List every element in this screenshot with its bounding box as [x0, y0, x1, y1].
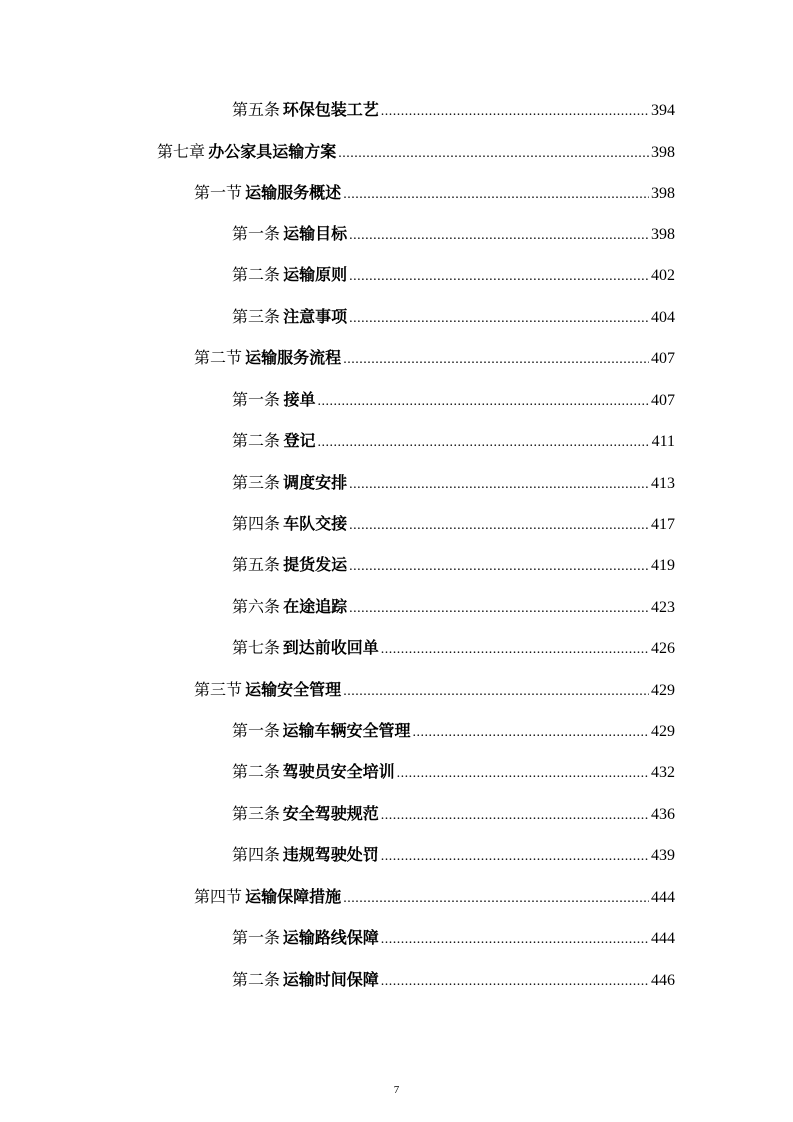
toc-leader-dots	[338, 142, 649, 166]
toc-entry[interactable]	[232, 305, 675, 329]
toc-entry[interactable]	[232, 843, 675, 867]
toc-entry-number: 第四节	[194, 887, 243, 906]
toc-entry[interactable]	[232, 926, 675, 950]
toc-leader-dots	[412, 721, 649, 745]
toc-entry-title: 到达前收回单	[282, 638, 379, 657]
toc-entry-title: 驾驶员安全培训	[282, 762, 395, 781]
toc-leader-dots	[343, 887, 649, 911]
toc-entry-page: 446	[651, 972, 675, 989]
toc-entry-number: 第一条	[232, 224, 281, 243]
toc-leader-dots	[397, 762, 649, 786]
toc-entry-page: 398	[651, 144, 675, 161]
toc-entry-page: 404	[651, 309, 675, 326]
toc-entry-title: 运输服务流程	[245, 348, 342, 367]
toc-entry-title: 运输安全管理	[245, 680, 342, 699]
toc-entry-page: 432	[651, 764, 675, 781]
toc-leader-dots	[381, 804, 649, 828]
toc-entry-number: 第七条	[232, 638, 281, 657]
toc-entry[interactable]	[232, 968, 675, 992]
toc-entry-number: 第一节	[194, 183, 243, 202]
toc-entry-number: 第二条	[232, 762, 281, 781]
toc-leader-dots	[381, 638, 649, 662]
toc-entry-number: 第二节	[194, 348, 243, 367]
toc-entry-title: 运输保障措施	[245, 887, 342, 906]
toc-entry[interactable]	[194, 181, 675, 205]
toc-entry[interactable]	[194, 885, 675, 909]
toc-entry-page: 423	[651, 599, 675, 616]
toc-entry-title: 提货发运	[283, 555, 348, 574]
toc-entry-title: 运输服务概述	[245, 183, 342, 202]
toc-entry-title: 调度安排	[283, 473, 348, 492]
toc-leader-dots	[381, 970, 649, 994]
toc-entry-page: 444	[651, 930, 675, 947]
toc-entry-title: 注意事项	[283, 307, 348, 326]
toc-leader-dots	[349, 473, 649, 497]
toc-entry-number: 第二条	[232, 431, 281, 450]
toc-entry-page: 394	[651, 102, 675, 119]
toc-entry-number: 第二条	[232, 265, 281, 284]
toc-entry[interactable]	[232, 760, 675, 784]
toc-entry-page: 407	[651, 350, 675, 367]
toc-entry[interactable]	[232, 388, 675, 412]
toc-entry-title: 接单	[283, 390, 316, 409]
toc-entry-page: 413	[651, 475, 675, 492]
toc-entry-number: 第三条	[232, 473, 281, 492]
toc-entry-number: 第一条	[232, 721, 281, 740]
toc-entry-number: 第四条	[232, 514, 281, 533]
toc-entry-title: 运输目标	[283, 224, 348, 243]
toc-entry[interactable]	[232, 98, 675, 122]
toc-entry-page: 417	[651, 516, 675, 533]
toc-entry-title: 登记	[283, 431, 316, 450]
toc-entry-number: 第七章	[157, 142, 206, 161]
toc-entry-title: 运输车辆安全管理	[282, 721, 411, 740]
toc-entry[interactable]	[232, 429, 675, 453]
toc-entry[interactable]	[232, 512, 675, 536]
toc-entry-number: 第六条	[232, 597, 281, 616]
toc-entry-page: 436	[651, 806, 675, 823]
toc-entry-page: 398	[651, 185, 675, 202]
toc-entry-number: 第一条	[232, 928, 281, 947]
toc-entry[interactable]	[232, 263, 675, 287]
toc-leader-dots	[349, 265, 649, 289]
toc-entry-number: 第二条	[232, 970, 281, 989]
toc-leader-dots	[317, 390, 649, 414]
toc-entry-title: 运输时间保障	[282, 970, 379, 989]
toc-entry-title: 在途追踪	[283, 597, 348, 616]
toc-entry[interactable]	[232, 802, 675, 826]
toc-leader-dots	[349, 307, 649, 331]
toc-entry-title: 运输原则	[283, 265, 348, 284]
toc-entry-page: 444	[651, 889, 675, 906]
toc-leader-dots	[317, 431, 649, 455]
toc-entry[interactable]	[157, 140, 675, 164]
toc-leader-dots	[349, 555, 649, 579]
toc-entry-page: 402	[651, 267, 675, 284]
toc-entry-page: 439	[651, 847, 675, 864]
toc-leader-dots	[343, 680, 649, 704]
toc-entry-page: 407	[651, 392, 675, 409]
toc-entry-number: 第三节	[194, 680, 243, 699]
toc-entry-page: 426	[651, 640, 675, 657]
toc-entry-page: 398	[651, 226, 675, 243]
toc-entry[interactable]	[232, 719, 675, 743]
toc-entry[interactable]	[232, 471, 675, 495]
toc-entry-title: 环保包装工艺	[282, 100, 379, 119]
toc-entry-page: 419	[651, 557, 675, 574]
toc-entry[interactable]	[232, 222, 675, 246]
toc-entry-number: 第四条	[232, 845, 281, 864]
toc-entry-number: 第三条	[232, 307, 281, 326]
page-number: 7	[393, 1084, 400, 1096]
toc-leader-dots	[381, 928, 649, 952]
toc-entry-title: 车队交接	[283, 514, 348, 533]
toc-entry-title: 安全驾驶规范	[282, 804, 379, 823]
toc-leader-dots	[349, 514, 649, 538]
toc-entry[interactable]	[194, 678, 675, 702]
toc-entry-number: 第三条	[232, 804, 281, 823]
toc-entry-title: 违规驾驶处罚	[282, 845, 379, 864]
toc-leader-dots	[349, 224, 649, 248]
toc-entry-number: 第五条	[232, 555, 281, 574]
toc-entry-title: 办公家具运输方案	[208, 142, 337, 161]
toc-leader-dots	[343, 183, 649, 207]
toc-leader-dots	[381, 100, 649, 124]
toc-entry-page: 429	[651, 723, 675, 740]
toc-entry-number: 第五条	[232, 100, 281, 119]
toc-leader-dots	[349, 597, 649, 621]
toc-entry[interactable]	[194, 346, 675, 370]
toc-entry[interactable]	[232, 636, 675, 660]
toc-entry-page: 411	[651, 433, 675, 450]
toc-entry[interactable]	[232, 595, 675, 619]
toc-leader-dots	[343, 348, 649, 372]
toc-entry-number: 第一条	[232, 390, 281, 409]
toc-entry-title: 运输路线保障	[282, 928, 379, 947]
toc-entry-page: 429	[651, 682, 675, 699]
toc-entry[interactable]	[232, 553, 675, 577]
toc-leader-dots	[381, 845, 649, 869]
